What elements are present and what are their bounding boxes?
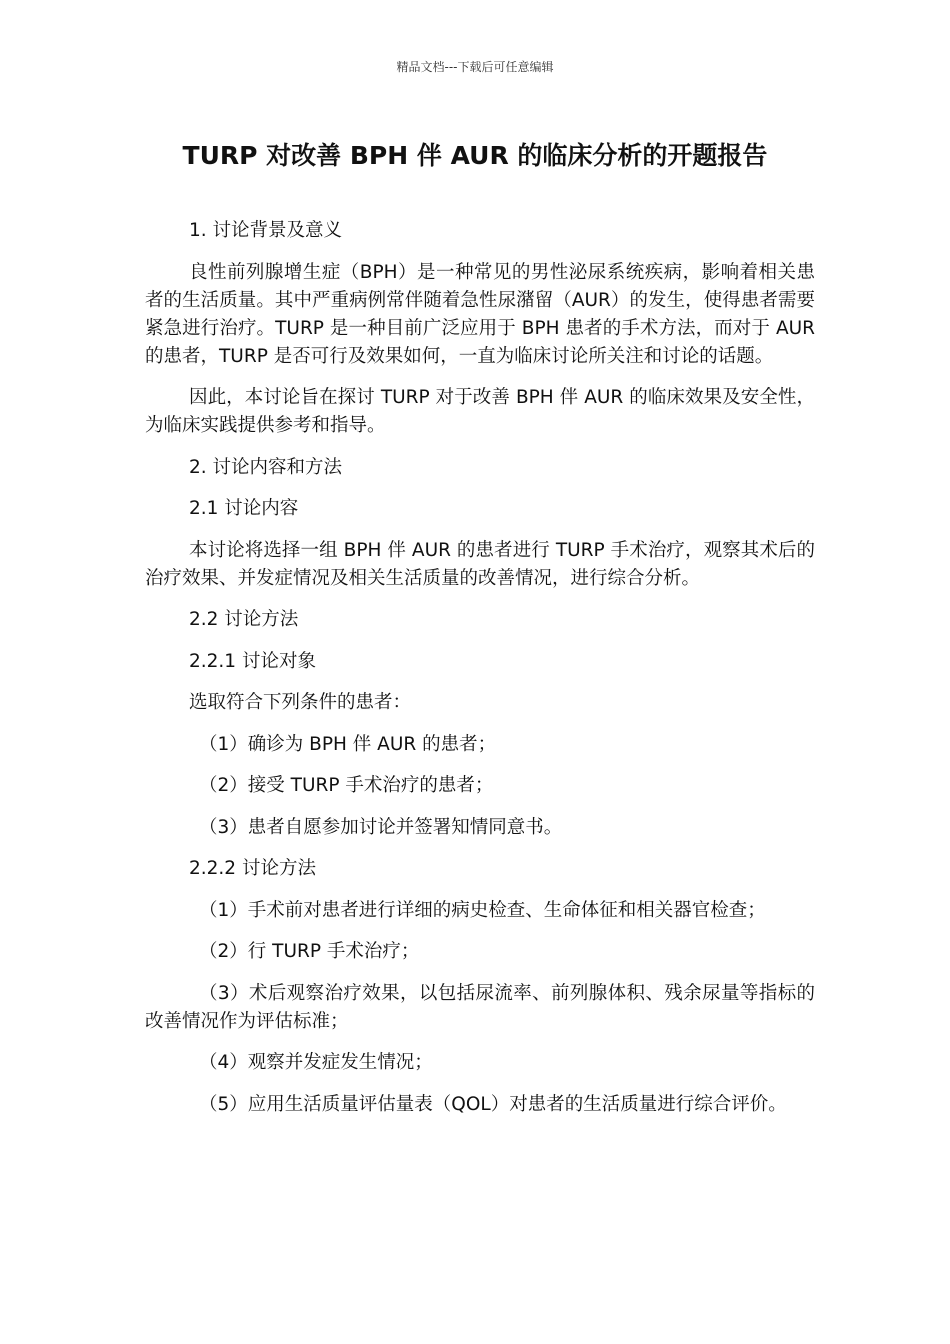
paragraph-purpose: 因此，本讨论旨在探讨 TURP 对于改善 BPH 伴 AUR 的临床效果及安全性，为临床实践提供参考和指导。 xyxy=(145,387,815,436)
list-item: （1）确诊为 BPH 伴 AUR 的患者； xyxy=(199,733,497,755)
subsection-heading-2-1: 2.1 讨论内容 xyxy=(189,498,299,519)
paragraph-background: 良性前列腺增生症（BPH）是一种常见的男性泌尿系统疾病，影响着相关患者的生活质量。其中严重病例常伴随着急性尿潴留（AUR）的发生，使得患者需要紧急进行治疗。TURP 是一种目前广泛应用于 BPH 患者的手术方法，而对于 AUR 的患者，TURP 是否可行及效果如何，一直为临床讨论所关注和讨论的话题。 xyxy=(145,261,815,367)
section-heading-1: 1. 讨论背景及意义 xyxy=(189,220,343,241)
list-item: （2）接受 TURP 手术治疗的患者； xyxy=(199,775,494,796)
list-item: （2）行 TURP 手术治疗； xyxy=(199,941,420,962)
document-body xyxy=(145,217,815,1132)
header-note: 精品文档---下载后可任意编辑 xyxy=(396,60,554,74)
paragraph-content: 本讨论将选择一组 BPH 伴 AUR 的患者进行 TURP 手术治疗，观察其术后的治疗效果、并发症情况及相关生活质量的改善情况，进行综合分析。 xyxy=(145,539,815,589)
subsection-heading-2-2-2: 2.2.2 讨论方法 xyxy=(189,858,316,879)
list-item: （3）术后观察治疗效果，以包括尿流率、前列腺体积、残余尿量等指标的改善情况作为评估标准； xyxy=(145,982,815,1032)
list-item: （5）应用生活质量评估量表（QOL）对患者的生活质量进行综合评价。 xyxy=(199,1093,787,1115)
list-item: （3）患者自愿参加讨论并签署知情同意书。 xyxy=(199,816,563,838)
section-heading-2: 2. 讨论内容和方法 xyxy=(189,456,343,478)
subsection-heading-2-2-1: 2.2.1 讨论对象 xyxy=(189,650,316,672)
document-title: TURP 对改善 BPH 伴 AUR 的临床分析的开题报告 xyxy=(182,141,768,170)
list-item: （1）手术前对患者进行详细的病史检查、生命体征和相关器官检查； xyxy=(199,899,766,921)
list-item: （4）观察并发症发生情况； xyxy=(199,1052,433,1073)
subsection-heading-2-2: 2.2 讨论方法 xyxy=(189,609,299,630)
paragraph-criteria-intro: 选取符合下列条件的患者： xyxy=(189,692,412,713)
